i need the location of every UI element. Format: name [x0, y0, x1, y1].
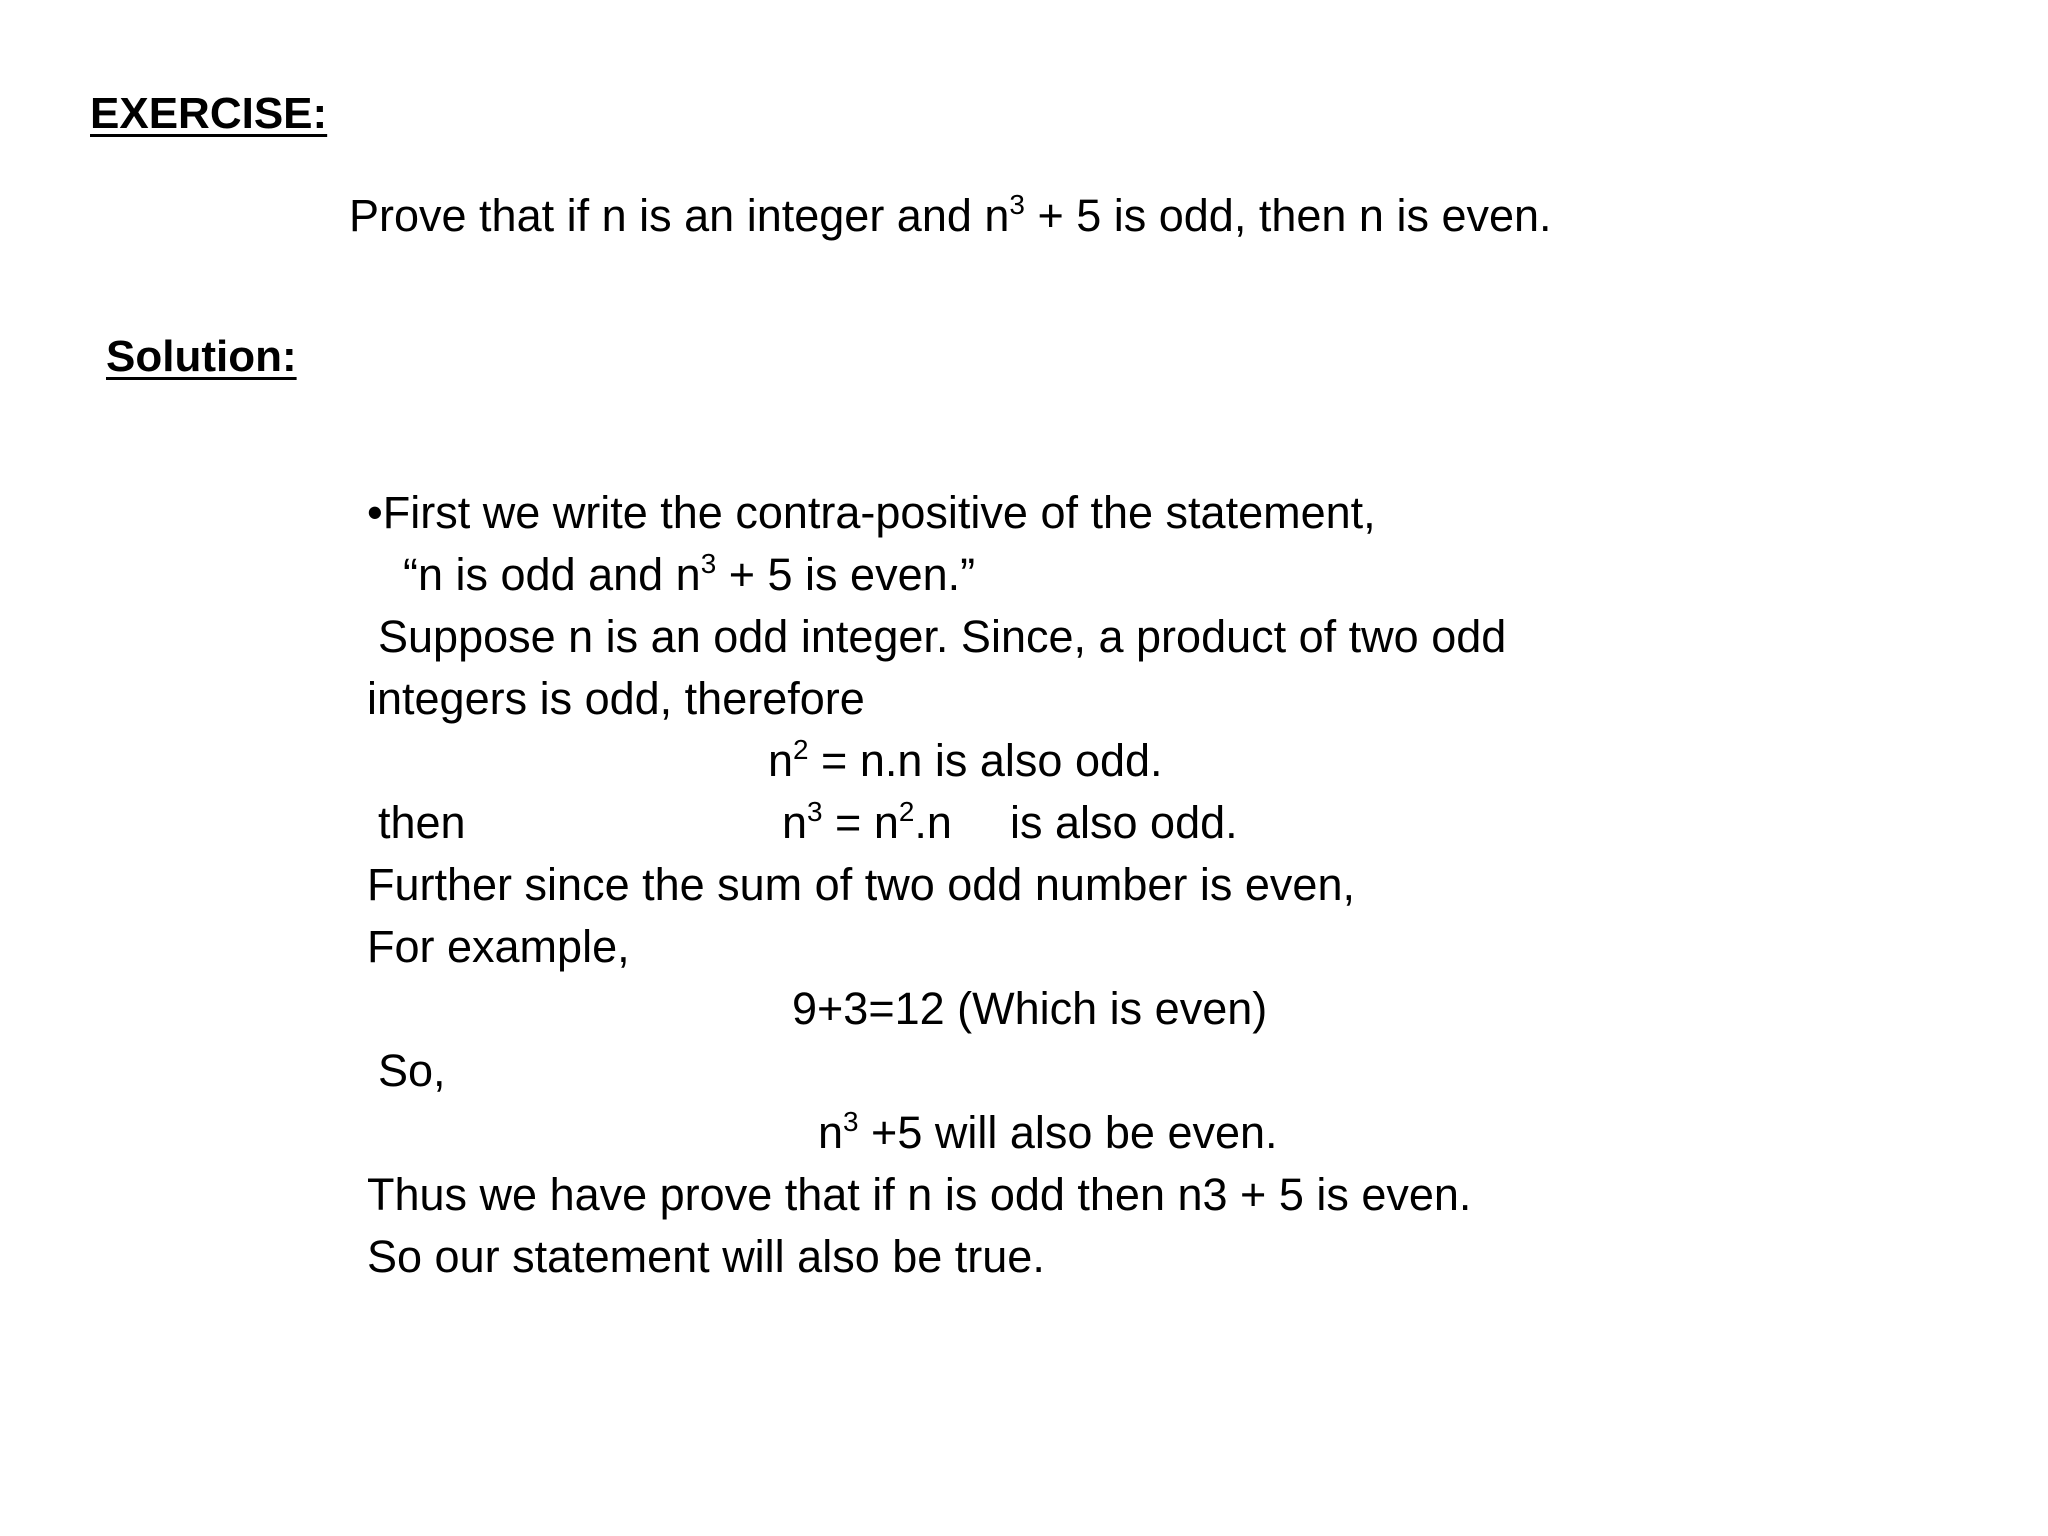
solution-line-12: Thus we have prove that if n is odd then n3 + 5 is even. [367, 1169, 1472, 1220]
solution-line-8: For example, [367, 921, 630, 972]
solution-line-11-a: n [818, 1107, 844, 1158]
problem-statement [349, 188, 1552, 241]
solution-heading: Solution: [106, 332, 297, 381]
solution-line-5-exponent: 2 [793, 733, 809, 765]
solution-line-11 [818, 1105, 1278, 1158]
solution-line-2-b: + 5 is even.” [716, 549, 976, 600]
exercise-heading: EXERCISE: [90, 89, 328, 138]
solution-line-6-b: = n [822, 797, 899, 848]
solution-line-7: Further since the sum of two odd number is even, [367, 859, 1355, 910]
solution-line-5-a: n [768, 735, 794, 786]
solution-line-2-a: “n is odd and n [403, 549, 701, 600]
solution-line-2-exponent: 3 [700, 547, 717, 579]
solution-line-2 [403, 547, 976, 600]
solution-line-11-b: +5 will also be even. [858, 1107, 1278, 1158]
solution-line-3: Suppose n is an odd integer. Since, a product of two odd [378, 611, 1507, 662]
solution-line-6-exponent-2: 2 [898, 795, 915, 827]
solution-line-6-label: then [378, 797, 466, 848]
solution-line-6-exponent-1: 3 [807, 795, 823, 827]
problem-text-2: + 5 is odd, then n is even. [1024, 190, 1552, 241]
solution-line-9: 9+3=12 (Which is even) [792, 983, 1268, 1034]
solution-line-4: integers is odd, therefore [367, 673, 865, 724]
solution-line-6-a: n [782, 797, 808, 848]
solution-line-5-b: = n.n is also odd. [808, 735, 1163, 786]
solution-line-6-d: is also odd. [1010, 797, 1238, 848]
solution-line-13: So our statement will also be true. [367, 1231, 1045, 1282]
problem-text-1: Prove that if n is an integer and n [349, 190, 1010, 241]
solution-line-10: So, [378, 1045, 446, 1096]
solution-line-5 [768, 733, 1163, 786]
solution-line-1: •First we write the contra-positive of the statement, [367, 487, 1376, 538]
solution-line-11-exponent: 3 [843, 1105, 859, 1137]
problem-exponent: 3 [1009, 188, 1025, 220]
solution-line-6 [782, 795, 952, 848]
solution-line-6-c: .n [914, 797, 952, 848]
